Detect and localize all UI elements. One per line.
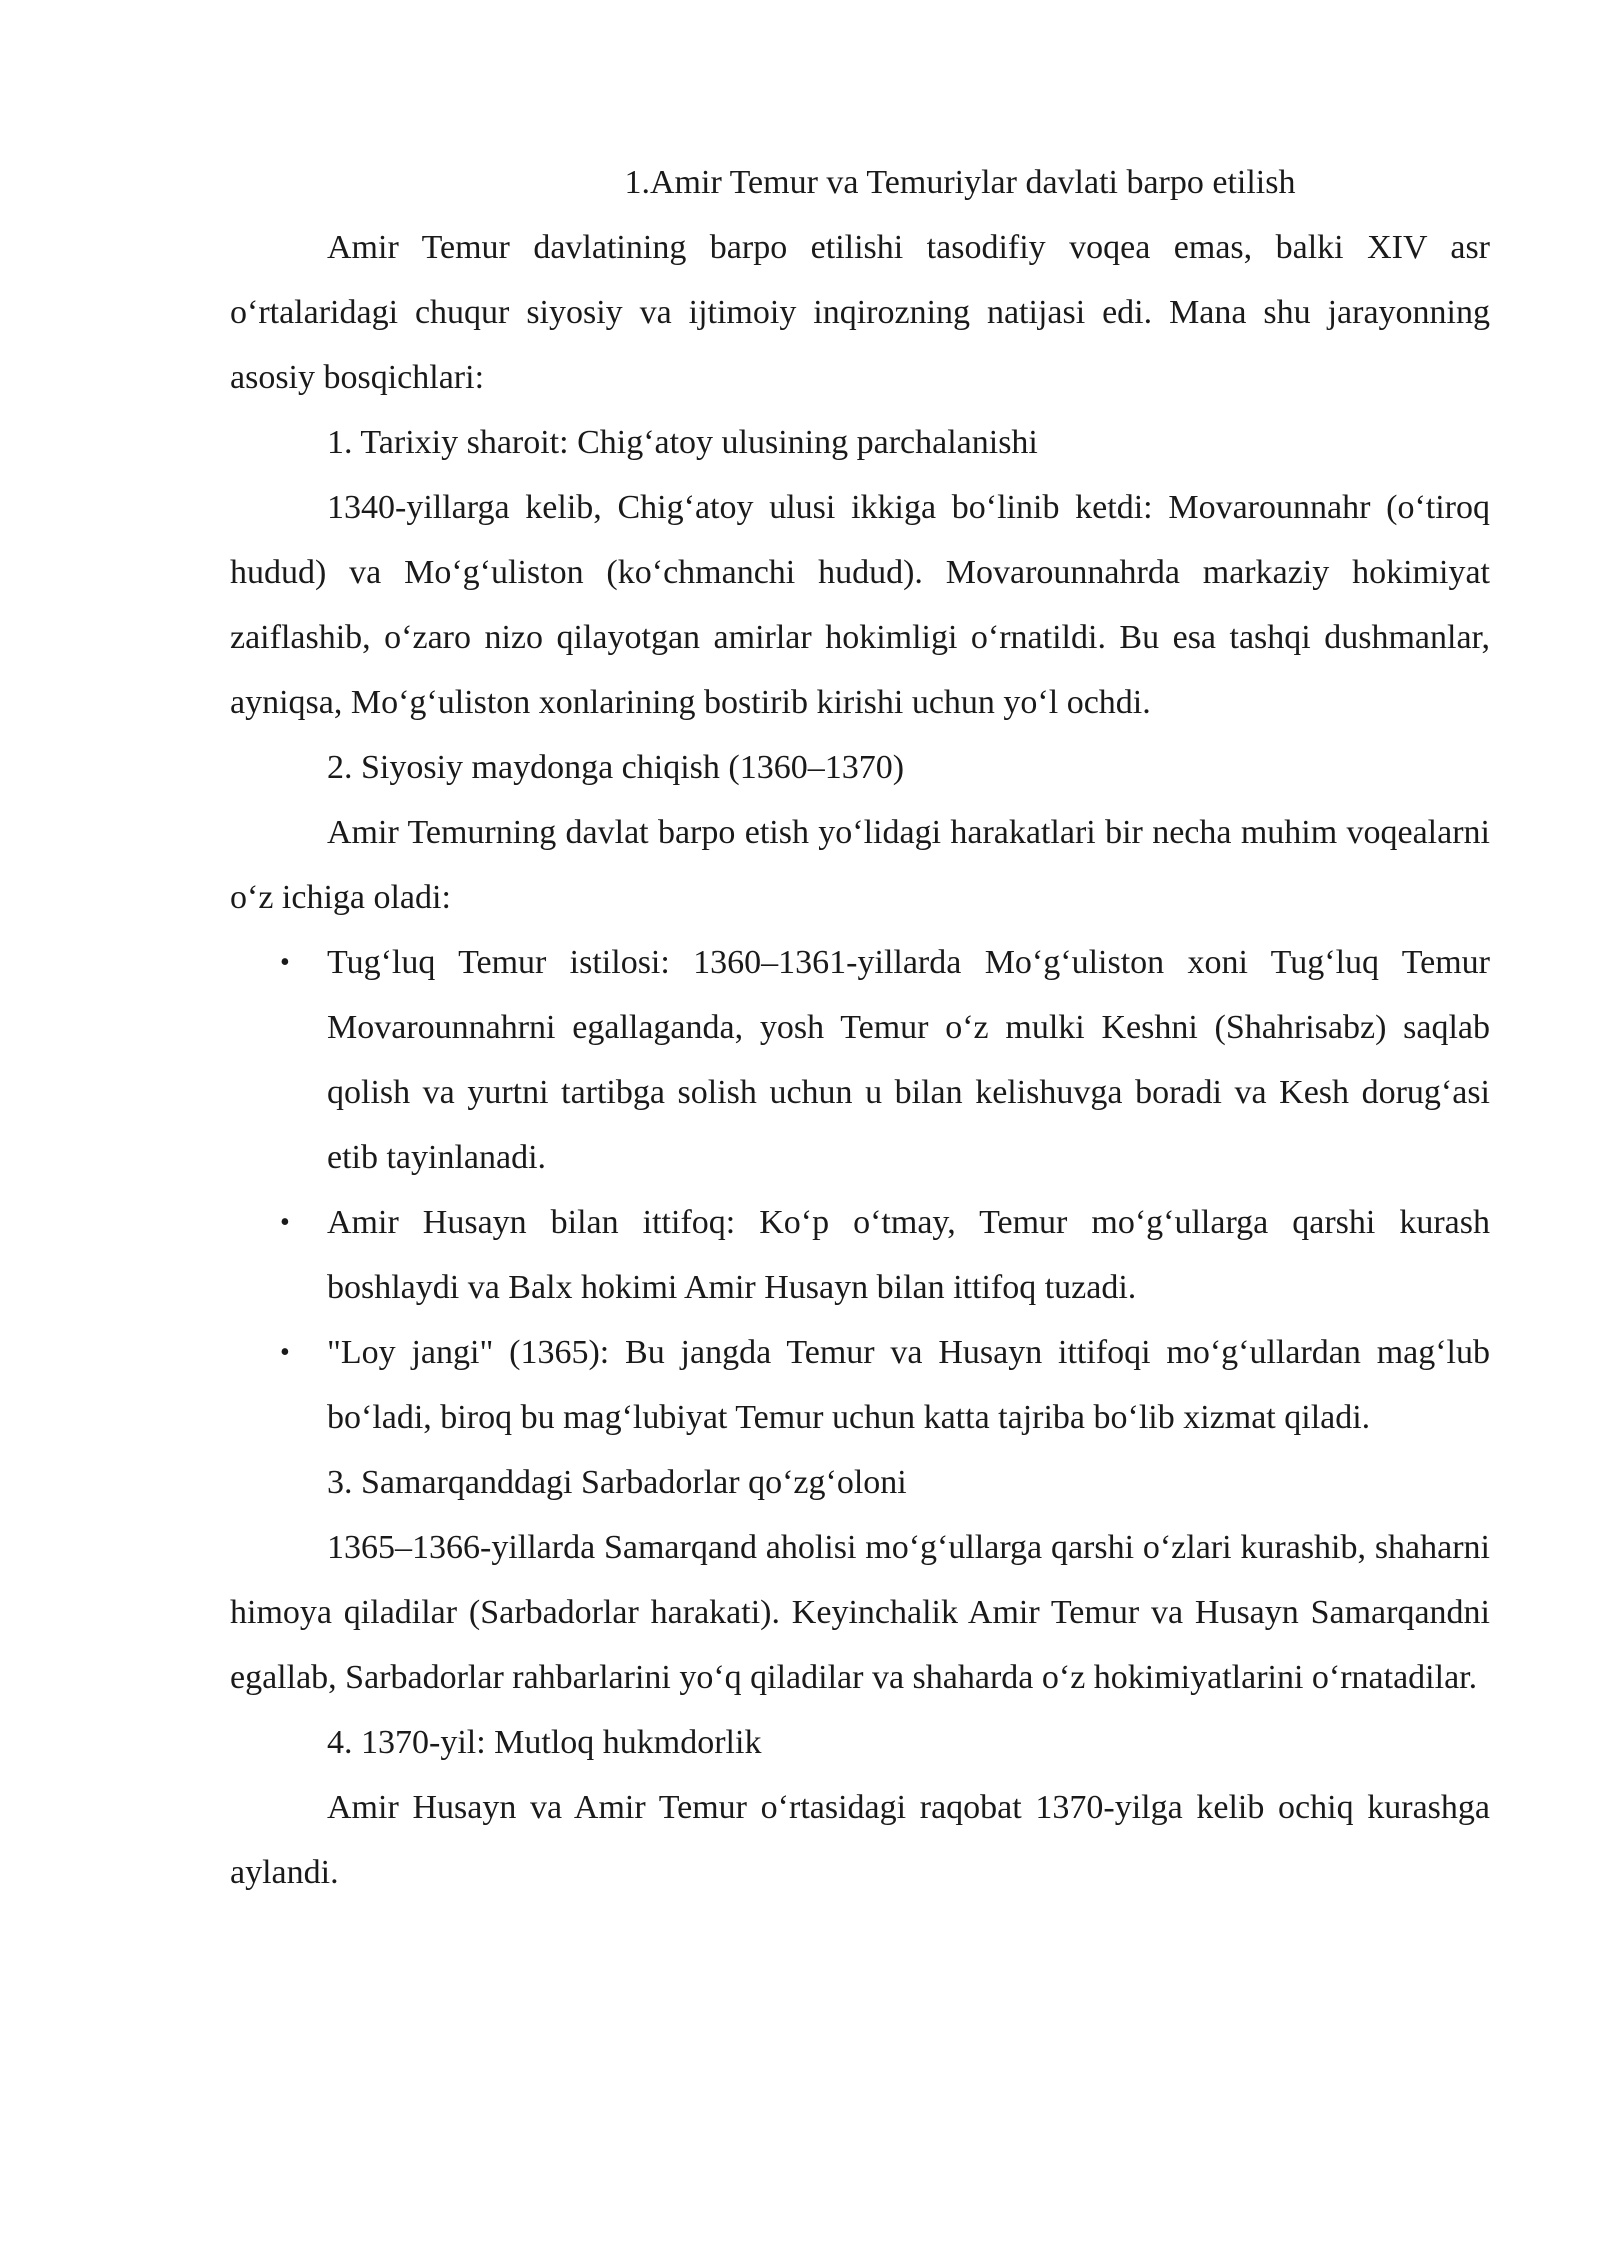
bullet-icon: • [280, 947, 290, 978]
section-4-heading: 4. 1370-yil: Mutloq hukmdorlik [327, 1724, 762, 1761]
list-item [230, 1320, 1490, 1450]
list-item-text: Amir Husayn bilan ittifoq: Koʻp oʻtmay, Temur moʻgʻullarga qarshi kurash boshlaydi va Balx hokimi Amir Husayn bilan ittifoq tuzadi. [327, 1204, 1490, 1306]
document-page [230, 150, 1490, 1905]
intro-paragraph: Amir Temur davlatining barpo etilishi tasodifiy voqea emas, balki XIV asr oʻrtalaridagi chuqur siyosiy va ijtimoiy inqirozning natijasi edi. Mana shu jarayonning asosiy bosqichlari: [230, 229, 1490, 396]
section-2-heading: 2. Siyosiy maydonga chiqish (1360–1370) [327, 749, 905, 786]
section-1-paragraph: 1340-yillarga kelib, Chigʻatoy ulusi ikkiga boʻlinib ketdi: Movarounnahr (oʻtiroq hudud) va Moʻgʻuliston (koʻchmanchi hudud). Movarounnahrda markaziy hokimiyat zaiflashib, oʻzaro nizo qilayotgan amirlar hokimligi oʻrnatildi. Bu esa tashqi dushmanlar, ayniqsa, Moʻgʻuliston xonlarining bostirib kirishi uchun yoʻl ochdi. [230, 489, 1490, 721]
list-item-text: "Loy jangi" (1365): Bu jangda Temur va Husayn ittifoqi moʻgʻullardan magʻlub boʻladi, biroq bu magʻlubiyat Temur uchun katta tajriba boʻlib xizmat qiladi. [327, 1334, 1490, 1436]
list-item [230, 930, 1490, 1190]
list-item [230, 1190, 1490, 1320]
list-item-text: Tugʻluq Temur istilosi: 1360–1361-yillarda Moʻgʻuliston xoni Tugʻluq Temur Movarounnahrni egallaganda, yosh Temur oʻz mulki Keshni (Shahrisabz) saqlab qolish va yurtni tartibga solish uchun u bilan kelishuvga boradi va Kesh dorugʻasi etib tayinlanadi. [327, 944, 1490, 1176]
section-3-heading: 3. Samarqanddagi Sarbadorlar qoʻzgʻoloni [327, 1464, 907, 1501]
bullet-icon: • [280, 1207, 290, 1238]
section-4-paragraph: Amir Husayn va Amir Temur oʻrtasidagi raqobat 1370-yilga kelib ochiq kurashga aylandi. [230, 1789, 1490, 1891]
bullet-icon: • [280, 1337, 290, 1368]
section-2-paragraph: Amir Temurning davlat barpo etish yoʻlidagi harakatlari bir necha muhim voqealarni oʻz ichiga oladi: [230, 814, 1490, 916]
document-title: 1.Amir Temur va Temuriylar davlati barpo etilish [624, 164, 1296, 201]
section-1-heading: 1. Tarixiy sharoit: Chigʻatoy ulusining parchalanishi [327, 424, 1038, 461]
section-3-paragraph: 1365–1366-yillarda Samarqand aholisi moʻgʻullarga qarshi oʻzlari kurashib, shaharni himoya qiladilar (Sarbadorlar harakati). Keyinchalik Amir Temur va Husayn Samarqandni egallab, Sarbadorlar rahbarlarini yoʻq qiladilar va shaharda oʻz hokimiyatlarini oʻrnatadilar. [230, 1529, 1490, 1696]
events-list [230, 930, 1490, 1450]
